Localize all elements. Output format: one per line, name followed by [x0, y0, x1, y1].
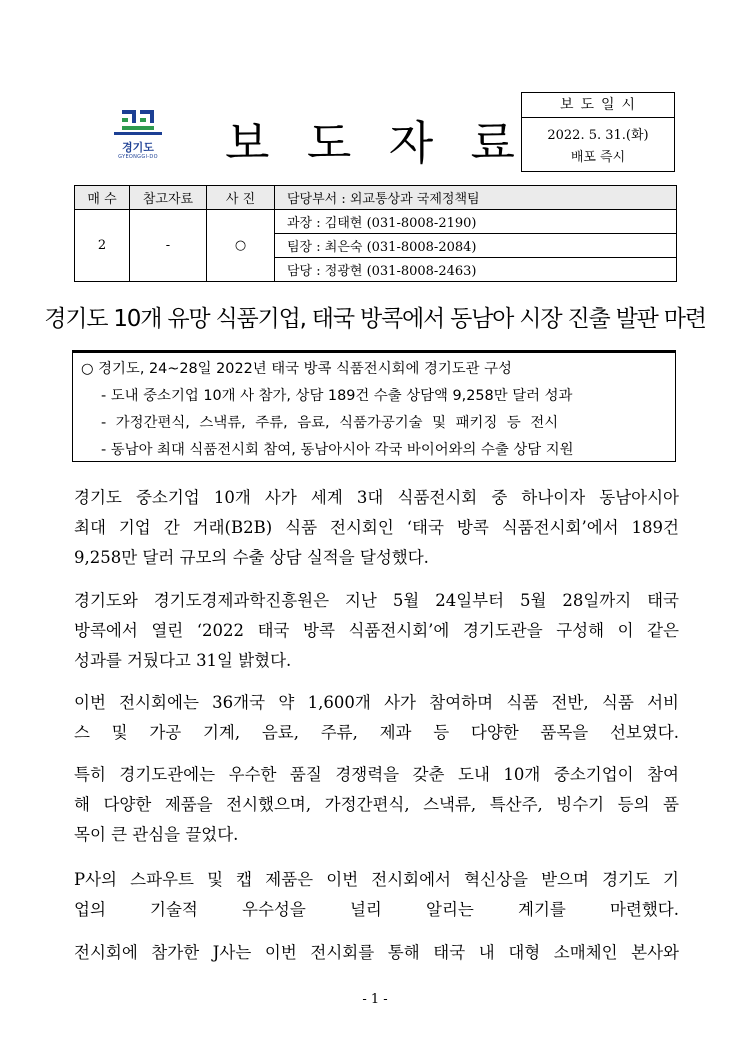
- body-line: 스 및 가공 기계, 음료, 주류, 제과 등 다양한 품목을 선보였다.: [74, 723, 679, 742]
- header-page-count: 매 수: [75, 186, 130, 210]
- body-line: 9,258만 달러 규모의 수출 상담 실적을 달성했다.: [74, 548, 429, 567]
- header-references: 참고자료: [130, 186, 207, 210]
- body-paragraph: [74, 938, 679, 968]
- title-char: 도: [306, 116, 352, 170]
- logo-name-en: GYEONGGI-DO: [118, 154, 158, 160]
- info-table: [74, 185, 677, 282]
- body-line: 목이 큰 관심을 끌었다.: [74, 825, 239, 844]
- body-paragraph: [74, 586, 679, 676]
- page-count-value: 2: [75, 210, 130, 282]
- body-paragraph: [74, 483, 679, 573]
- department-cell: 담당부서 : 외교통상과 국제정책팀: [275, 186, 677, 210]
- body-line: 이번 전시회에는 36개국 약 1,600개 사가 참여하며 식품 전반, 식품 서비: [74, 693, 679, 712]
- body-line: 경기도와 경기도경제과학진흥원은 지난 5월 24일부터 5월 28일까지 태국: [74, 591, 679, 610]
- title-char: 보: [225, 116, 270, 170]
- release-date: 2022. 5. 31.(화): [547, 128, 649, 143]
- summary-point: - 가정간편식, 스낵류, 주류, 음료, 식품가공기술 및 패키징 등 전시: [101, 415, 559, 431]
- body-line: 경기도 중소기업 10개 사가 세계 3대 식품전시회 중 하나이자 동남아시아: [74, 488, 679, 507]
- release-header: 보도일시: [522, 93, 674, 118]
- document-title: [225, 110, 515, 170]
- body-line: 방콕에서 열린 ‘2022 태국 방콕 식품전시회’에 경기도관을 구성해 이 같은: [74, 621, 679, 640]
- body-line: 최대 기업 간 거래(B2B) 식품 전시회인 ‘태국 방콕 식품전시회’에서 189건: [74, 518, 679, 537]
- summary-box: [72, 350, 676, 462]
- body-paragraph: [74, 865, 679, 925]
- release-distribution: 배포 즉시: [570, 150, 626, 165]
- header-photos: 사 진: [207, 186, 275, 210]
- summary-point: - 도내 중소기업 10개 사 참가, 상담 189건 수출 상담액 9,258만 달러 성과: [101, 388, 573, 404]
- body-paragraph: [74, 760, 679, 850]
- logo-name-ko: 경기도: [122, 141, 154, 154]
- body-line: 해 다양한 제품을 전시했으며, 가정간편식, 스낵류, 특산주, 빙수기 등의 품: [74, 795, 679, 814]
- gyeonggi-logo: [108, 108, 178, 170]
- contact-team-lead: 팀장 : 최은숙 (031-8008-2084): [275, 234, 677, 258]
- contact-manager: 과장 : 김태현 (031-8008-2190): [275, 210, 677, 234]
- headline: 경기도 10개 유망 식품기업, 태국 방콕에서 동남아 시장 진출 발판 마련: [44, 306, 706, 332]
- page-number: - 1 -: [362, 992, 388, 1007]
- photos-value: ○: [207, 210, 275, 282]
- logo-mark-icon: [108, 108, 168, 138]
- body-paragraph: [74, 688, 679, 748]
- body-line: 업의 기술적 우수성을 널리 알리는 계기를 마련했다.: [74, 900, 679, 919]
- title-char: 자: [388, 116, 434, 170]
- body-line: 특히 경기도관에는 우수한 품질 경쟁력을 갖춘 도내 10개 중소기업이 참여: [74, 765, 679, 784]
- title-char: 료: [470, 116, 515, 170]
- contact-staff: 담당 : 정광현 (031-8008-2463): [275, 258, 677, 282]
- summary-point: - 동남아 최대 식품전시회 참여, 동남아시아 각국 바이어와의 수출 상담 지원: [101, 442, 574, 458]
- summary-top-rule: [73, 350, 675, 353]
- release-info-box: [521, 92, 675, 172]
- body-line: P사의 스파우트 및 캡 제품은 이번 전시회에서 혁신상을 받으며 경기도 기: [74, 870, 679, 889]
- references-value: -: [130, 210, 207, 282]
- body-line: 전시회에 참가한 J사는 이번 전시회를 통해 태국 내 대형 소매체인 본사와: [74, 943, 679, 962]
- summary-main: ○ 경기도, 24~28일 2022년 태국 방콕 식품전시회에 경기도관 구성: [81, 361, 512, 377]
- body-line: 성과를 거뒀다고 31일 밝혔다.: [74, 651, 292, 670]
